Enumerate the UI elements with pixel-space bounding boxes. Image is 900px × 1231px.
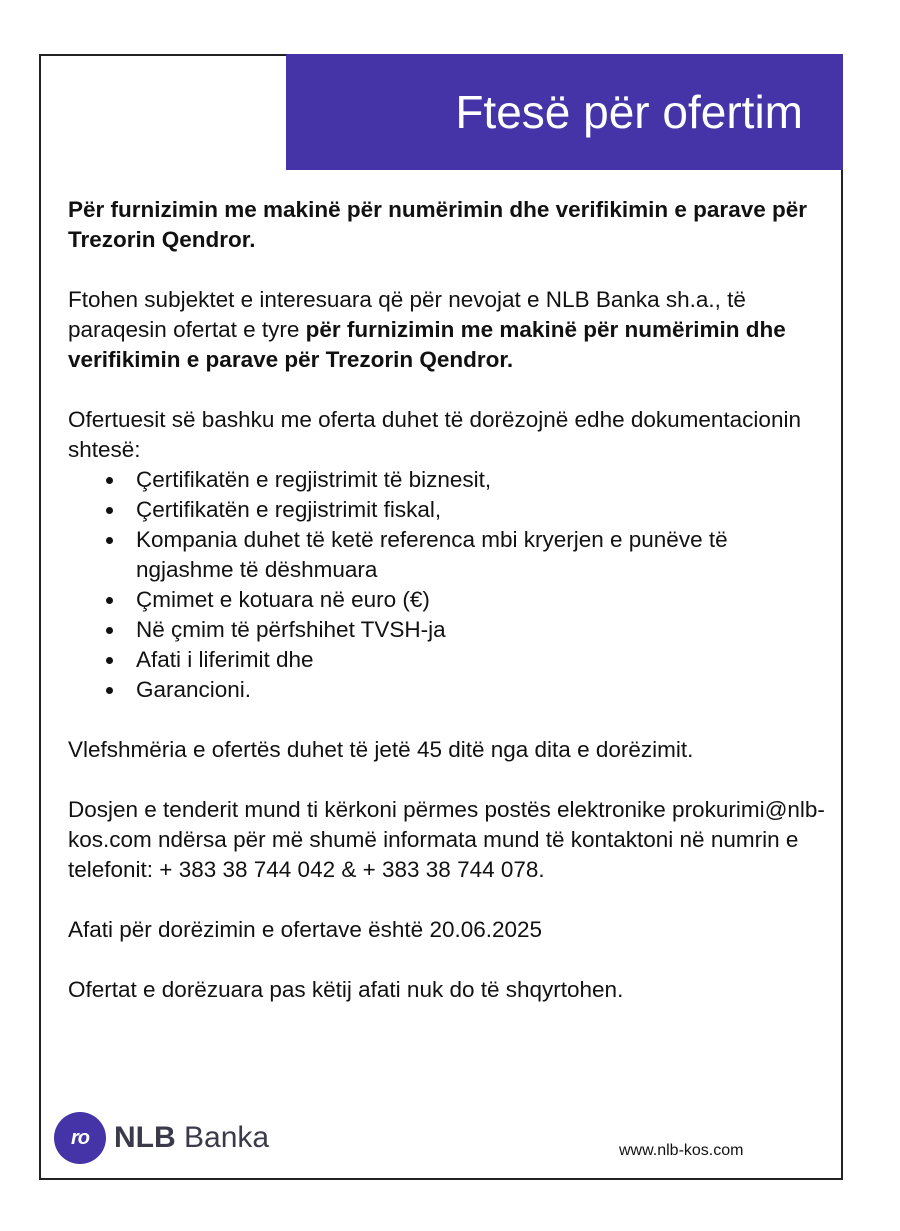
document-body bbox=[68, 195, 828, 1005]
contact-text: Dosjen e tenderit mund ti kërkoni përmes postës elektronike prokurimi@nlb-kos.com ndërsa për më shumë informata mund të kontaktoni në numrin e telefonit: + 383 38 744 042 & + 383 38 744 078. bbox=[68, 797, 825, 882]
list-item: Afati i liferimit dhe bbox=[68, 645, 828, 675]
page-title: Ftesë për ofertim bbox=[455, 86, 803, 138]
list-item: Kompania duhet të ketë referenca mbi kryerjen e punëve të ngjashme të dëshmuara bbox=[68, 525, 828, 585]
subject-heading: Për furnizimin me makinë për numërimin dhe verifikimin e parave për Trezorin Qendror. bbox=[68, 197, 807, 252]
intro-bold-text: për furnizimin me makinë për numërimin dhe verifikimin e parave për Trezorin Qendror. bbox=[68, 317, 786, 372]
list-item: Në çmim të përfshihet TVSH-ja bbox=[68, 615, 828, 645]
requirements-list bbox=[68, 465, 828, 705]
title-banner bbox=[286, 54, 843, 170]
list-item: Çmimet e kotuara në euro (€) bbox=[68, 585, 828, 615]
nlb-banka-logo bbox=[54, 1111, 269, 1165]
logo-mark-glyph: ro bbox=[71, 1126, 89, 1149]
list-item: Çertifikatën e regjistrimit fiskal, bbox=[68, 495, 828, 525]
late-notice-text: Ofertat e dorëzuara pas këtij afati nuk do të shqyrtohen. bbox=[68, 977, 624, 1002]
logo-banka: Banka bbox=[184, 1121, 270, 1154]
deadline-text: Afati për dorëzimin e ofertave është 20.06.2025 bbox=[68, 917, 543, 942]
list-item: Çertifikatën e regjistrimit të biznesit, bbox=[68, 465, 828, 495]
requirements-lead: Ofertuesit së bashku me oferta duhet të dorëzojnë edhe dokumentacionin shtesë: bbox=[68, 407, 801, 462]
intro-text: Ftohen subjektet e interesuara që për nevojat e NLB Banka sh.a., të paraqesin ofertat e tyre bbox=[68, 287, 746, 342]
logo-nlb: NLB bbox=[114, 1121, 176, 1154]
website-text: www.nlb-kos.com bbox=[619, 1142, 744, 1159]
nlb-logo-icon bbox=[54, 1112, 106, 1164]
intro-paragraph bbox=[68, 285, 828, 375]
validity-text: Vlefshmëria e ofertës duhet të jetë 45 ditë nga dita e dorëzimit. bbox=[68, 737, 694, 762]
logo-wordmark bbox=[114, 1121, 269, 1155]
list-item: Garancioni. bbox=[68, 675, 828, 705]
